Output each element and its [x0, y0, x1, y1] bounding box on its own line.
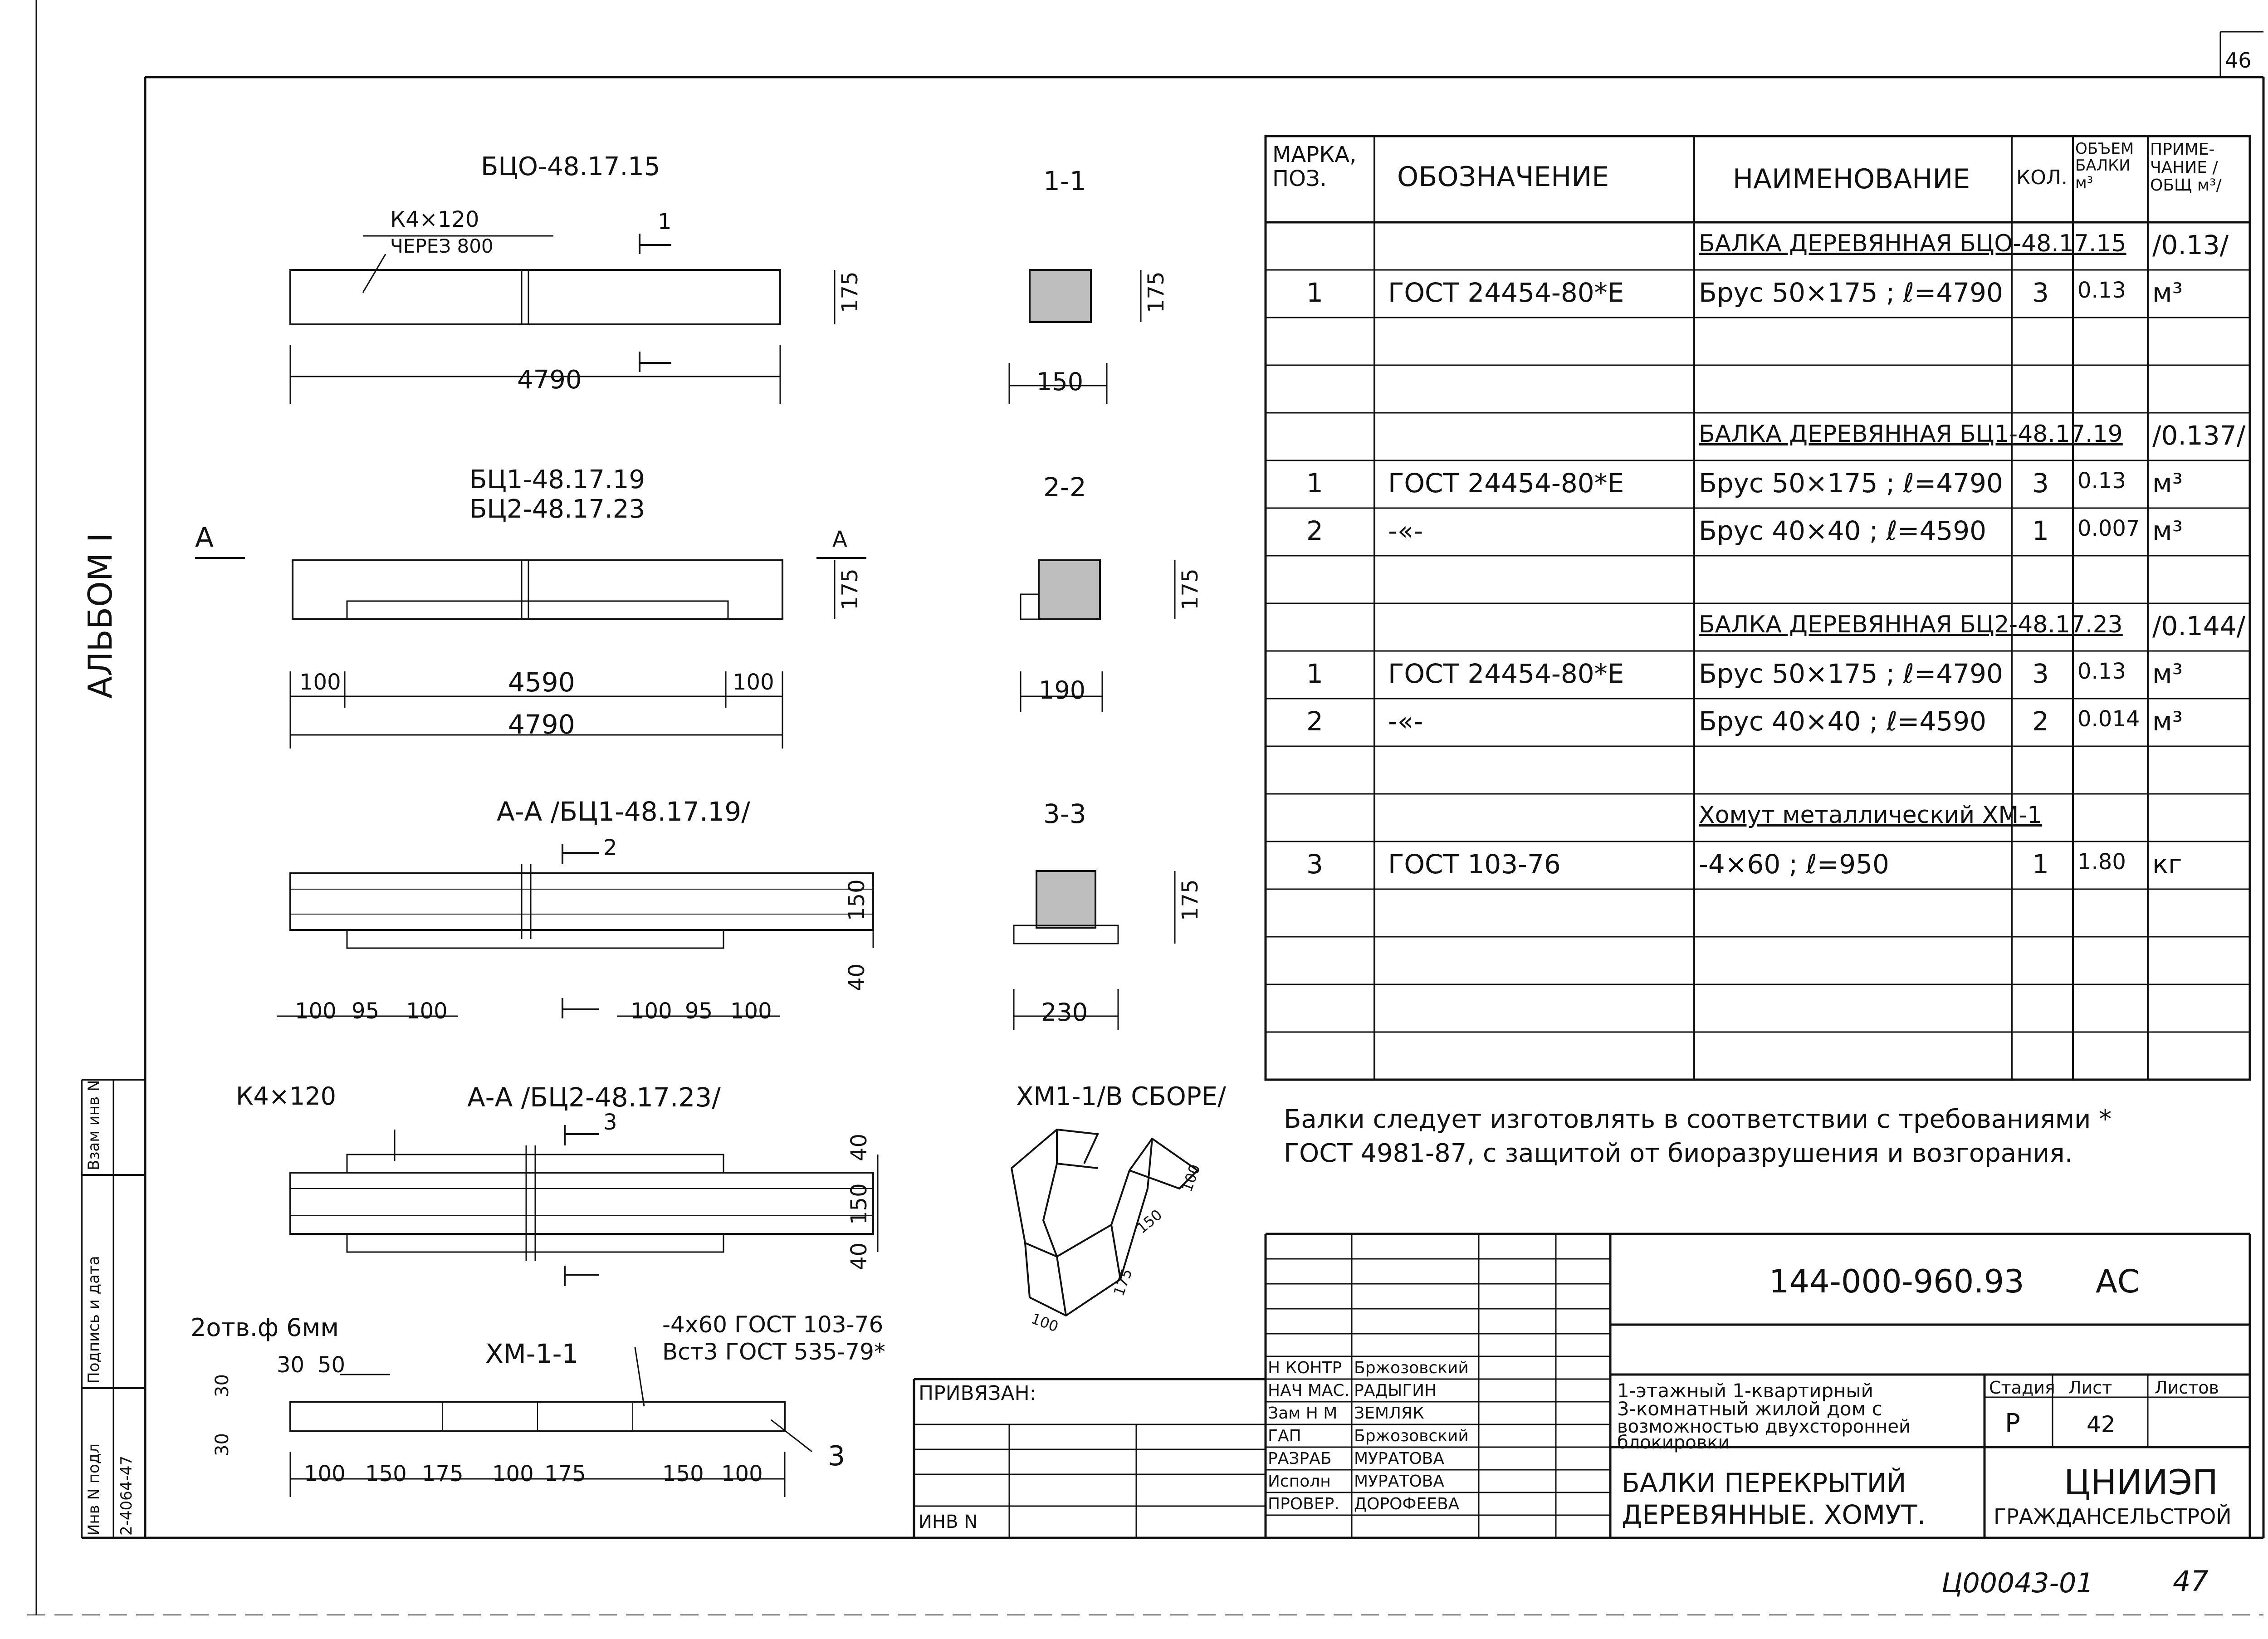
spec-cell-name: Брус 40×40 ; ℓ=4590	[1699, 706, 1987, 737]
aa1-dim-4: 100	[631, 998, 672, 1024]
aa1-title: А-А /БЦ1-48.17.19/	[497, 796, 750, 827]
beam-bc1-dim-mid: 4590	[508, 667, 575, 698]
spec-cell-volume: 0.13	[2077, 278, 2126, 303]
section-marker-1: 1	[658, 209, 672, 235]
sheet-title-2: ДЕРЕВЯННЫЕ. ХОМУТ.	[1622, 1499, 1926, 1530]
beam-bc0-title: БЦО-48.17.15	[481, 152, 660, 181]
beam-bc1-length: 4790	[508, 709, 575, 740]
clamp-bottom-dim-2: 150	[365, 1461, 407, 1487]
spec-cell-qty: 1	[2032, 849, 2049, 880]
spec-header-volume: ОБЪЕМ БАЛКИ м³	[2075, 140, 2134, 192]
spec-cell-name: БАЛКА ДЕРЕВЯННАЯ БЦ2-48.17.23	[1699, 611, 2123, 638]
clamp-hole-dim-1: 30	[277, 1352, 305, 1378]
role-title: ПРОВЕР.	[1268, 1495, 1339, 1513]
spec-header-code: ОБОЗНАЧЕНИЕ	[1397, 161, 1609, 193]
aa2-section-marker: 3	[603, 1110, 617, 1135]
section-22-title: 2-2	[1043, 472, 1086, 503]
list-value: 42	[2087, 1411, 2116, 1438]
beam-bc0-length: 4790	[517, 365, 582, 395]
spec-cell-code: ГОСТ 24454-80*Е	[1388, 468, 1624, 499]
section-11-height: 175	[1144, 271, 1169, 313]
clamp-steel-note: -4х60 ГОСТ 103-76	[662, 1311, 884, 1338]
spec-cell-qty: 3	[2032, 658, 2049, 689]
spec-cell-note: м³	[2152, 468, 2183, 499]
spec-cell-name: -4×60 ; ℓ=950	[1699, 849, 1889, 880]
spec-header-qty: КОЛ.	[2016, 166, 2068, 189]
section-33-width: 230	[1041, 998, 1088, 1027]
section-33-height: 175	[1178, 879, 1203, 921]
section-3-3-profile	[1036, 871, 1095, 928]
spec-cell-note: м³	[2152, 706, 2183, 737]
org-name-2: ГРАЖДАНСЕЛЬСТРОЙ	[1994, 1504, 2232, 1529]
spec-cell-volume: 0.014	[2077, 706, 2140, 732]
clamp-bottom-dim-3: 175	[422, 1461, 464, 1487]
project-line-2: 3-комнатный жилой дом с	[1617, 1398, 1882, 1420]
clamp-h-dim-1: 30	[212, 1374, 233, 1397]
spec-cell-pos: 1	[1306, 277, 1323, 308]
aa1-dim-2: 95	[352, 998, 380, 1024]
beam-bc1-dim-left: 100	[299, 670, 341, 695]
role-title: Н КОНТР	[1268, 1359, 1342, 1377]
role-person: МУРАТОВА	[1354, 1449, 1444, 1468]
spec-header-note: ПРИМЕ- ЧАНИЕ /ОБЩ м³/	[2150, 140, 2222, 195]
clamp-grade-note: Вст3 ГОСТ 535-79*	[662, 1339, 885, 1365]
spec-cell-qty: 2	[2032, 706, 2049, 737]
beam-bc1-title: БЦ1-48.17.19	[469, 465, 645, 494]
aa2-title: А-А /БЦ2-48.17.23/	[467, 1082, 721, 1113]
section-11-width: 150	[1036, 367, 1084, 396]
project-line-4: блокировки	[1617, 1432, 1730, 1453]
sheet-title-1: БАЛКИ ПЕРЕКРЫТИЙ	[1622, 1468, 1906, 1498]
spec-cell-volume: 0.13	[2077, 468, 2126, 494]
spec-cell-pos: 2	[1306, 706, 1323, 737]
spec-cell-code: -«-	[1388, 515, 1423, 546]
role-person: Бржозовский	[1354, 1359, 1469, 1377]
role-person: ДОРОФЕЕВА	[1354, 1495, 1460, 1513]
clamp-holes-note: 2отв.ф 6мм	[191, 1313, 339, 1342]
page-number: 47	[2173, 1565, 2209, 1598]
spec-cell-name: Брус 50×175 ; ℓ=4790	[1699, 277, 2003, 308]
role-title: ГАП	[1268, 1427, 1301, 1445]
section-33-title: 3-3	[1043, 798, 1086, 829]
spec-cell-name: Брус 50×175 ; ℓ=4790	[1699, 658, 2003, 689]
archive-stamp: Ц00043-01	[1941, 1567, 2094, 1599]
spec-cell-qty: 3	[2032, 277, 2049, 308]
note-line-2: ГОСТ 4981-87, с защитой от биоразрушения и возгорания.	[1284, 1139, 2073, 1168]
spec-cell-note: м³	[2152, 277, 2183, 308]
clamp-assembly-dim-1: 100	[1178, 1162, 1204, 1194]
aa1-section-marker: 2	[603, 835, 617, 861]
spec-cell-note: кг	[2152, 849, 2182, 880]
clamp-assembly-dim-2: 150	[1133, 1206, 1166, 1237]
spec-cell-pos: 3	[1306, 849, 1323, 880]
spec-cell-qty: 1	[2032, 515, 2049, 546]
clamp-bottom-dim-7: 100	[721, 1461, 763, 1487]
view-marker-a-right: А	[832, 527, 847, 552]
aa1-dim-3: 100	[406, 998, 448, 1024]
beam-bc0-note1: К4×120	[390, 207, 479, 232]
spec-header-mark: МАРКА, ПОЗ.	[1272, 142, 1357, 191]
clamp-bottom-dim-5: 175	[544, 1461, 586, 1487]
beam-bc0-height: 175	[837, 271, 863, 313]
spec-cell-code: ГОСТ 24454-80*Е	[1388, 277, 1624, 308]
doc-suffix: АС	[2096, 1263, 2140, 1300]
clamp-assembly-dim-4: 100	[1029, 1310, 1061, 1336]
aa2-note: К4×120	[236, 1082, 337, 1111]
aa2-height-1: 40	[846, 1133, 872, 1161]
aa1-dim-5: 95	[685, 998, 713, 1024]
role-title: Исполн	[1268, 1472, 1331, 1491]
role-person: ЗЕМЛЯК	[1354, 1404, 1424, 1423]
spec-cell-code: ГОСТ 24454-80*Е	[1388, 658, 1624, 689]
spec-cell-note: /0.13/	[2152, 230, 2229, 260]
org-name-1: ЦНИИЭП	[2064, 1462, 2219, 1502]
role-title: НАЧ МАС.	[1268, 1381, 1350, 1400]
section-1-1-profile	[1030, 270, 1091, 322]
doc-code: 144-000-960.93	[1769, 1263, 2024, 1300]
role-title: Зам Н М	[1268, 1404, 1338, 1423]
listov-label: Листов	[2155, 1378, 2219, 1398]
beam-bc0-note2: ЧЕРЕЗ 800	[390, 235, 494, 257]
clamp-hole-dim-2: 50	[318, 1352, 346, 1378]
note-line-1: Балки следует изготовлять в соответствии с требованиями *	[1284, 1105, 2112, 1134]
clamp-flat-title: ХМ-1-1	[485, 1338, 579, 1369]
margin-podpis: Подпись и дата	[85, 1256, 103, 1384]
spec-cell-note: /0.137/	[2152, 420, 2246, 451]
beam-aa1-plan	[290, 873, 873, 930]
beam-bc1-elevation	[293, 560, 782, 619]
margin-inv-value: 2-4064-47	[117, 1456, 136, 1536]
spec-cell-name: Брус 50×175 ; ℓ=4790	[1699, 468, 2003, 499]
aa1-height: 150	[844, 879, 870, 921]
beam-aa2-plan	[290, 1173, 873, 1234]
project-line-1: 1-этажный 1-квартирный	[1617, 1380, 1873, 1402]
section-2-2-profile	[1039, 560, 1100, 619]
clamp-assembly-title: ХМ1-1/В СБОРЕ/	[1016, 1082, 1226, 1111]
spec-cell-code: ГОСТ 103-76	[1388, 849, 1561, 880]
spec-cell-volume: 0.007	[2077, 516, 2140, 541]
spec-cell-pos: 2	[1306, 515, 1323, 546]
spec-cell-note: /0.144/	[2152, 611, 2246, 641]
spec-cell-volume: 1.80	[2077, 849, 2126, 875]
aa1-dim-1: 100	[295, 998, 337, 1024]
clamp-bottom-dim-4: 100	[492, 1461, 534, 1487]
beam-bc1-height: 175	[837, 568, 863, 610]
clamp-h-dim-2: 30	[212, 1433, 233, 1456]
role-person: Бржозовский	[1354, 1427, 1469, 1445]
aa2-height-2: 150	[846, 1183, 872, 1225]
inv-n-label: ИНВ N	[919, 1512, 978, 1532]
spec-cell-volume: 0.13	[2077, 659, 2126, 684]
clamp-bottom-dim-6: 150	[662, 1461, 704, 1487]
album-label: АЛЬБОМ I	[81, 533, 119, 699]
aa2-height-3: 40	[846, 1242, 872, 1270]
spec-cell-note: м³	[2152, 515, 2183, 546]
beam-bc2-title: БЦ2-48.17.23	[469, 494, 645, 524]
attached-label: ПРИВЯЗАН:	[919, 1382, 1036, 1405]
section-11-title: 1-1	[1043, 166, 1086, 196]
stadia-label: Стадия	[1989, 1378, 2055, 1398]
section-22-width: 190	[1039, 676, 1086, 705]
clamp-bottom-dim-1: 100	[304, 1461, 346, 1487]
clamp-assembly-isometric	[1012, 1130, 1198, 1316]
sheet-corner-number: 46	[2225, 48, 2252, 73]
aa1-height-2: 40	[844, 963, 870, 991]
spec-cell-name: Брус 40×40 ; ℓ=4590	[1699, 515, 1987, 546]
spec-cell-name: Хомут металлический ХМ-1	[1699, 802, 2043, 829]
beam-bc1-dim-right: 100	[733, 670, 774, 695]
list-label: Лист	[2068, 1378, 2112, 1398]
section-22-height: 175	[1178, 568, 1203, 610]
spec-cell-pos: 1	[1306, 468, 1323, 499]
spec-cell-pos: 1	[1306, 658, 1323, 689]
beam-bc0-elevation	[290, 270, 780, 324]
stadia-value: Р	[2005, 1409, 2020, 1438]
margin-vzam: Взам инв N	[85, 1080, 103, 1170]
spec-cell-name: БАЛКА ДЕРЕВЯННАЯ БЦО-48.17.15	[1699, 230, 2126, 257]
clamp-position-mark: 3	[828, 1440, 846, 1472]
view-marker-a-left: А	[195, 522, 214, 553]
role-person: МУРАТОВА	[1354, 1472, 1444, 1491]
role-person: РАДЫГИН	[1354, 1381, 1437, 1400]
spec-cell-note: м³	[2152, 658, 2183, 689]
clamp-assembly-dim-3: 175	[1110, 1266, 1136, 1298]
spec-cell-code: -«-	[1388, 706, 1423, 737]
role-title: РАЗРАБ	[1268, 1449, 1332, 1468]
aa1-dim-6: 100	[730, 998, 772, 1024]
project-line-3: возможностью двухсторонней	[1617, 1416, 1911, 1437]
spec-header-name: НАИМЕНОВАНИЕ	[1733, 163, 1970, 195]
spec-cell-name: БАЛКА ДЕРЕВЯННАЯ БЦ1-48.17.19	[1699, 421, 2123, 448]
spec-cell-qty: 3	[2032, 468, 2049, 499]
margin-inv-podl: Инв N подл	[85, 1443, 103, 1536]
